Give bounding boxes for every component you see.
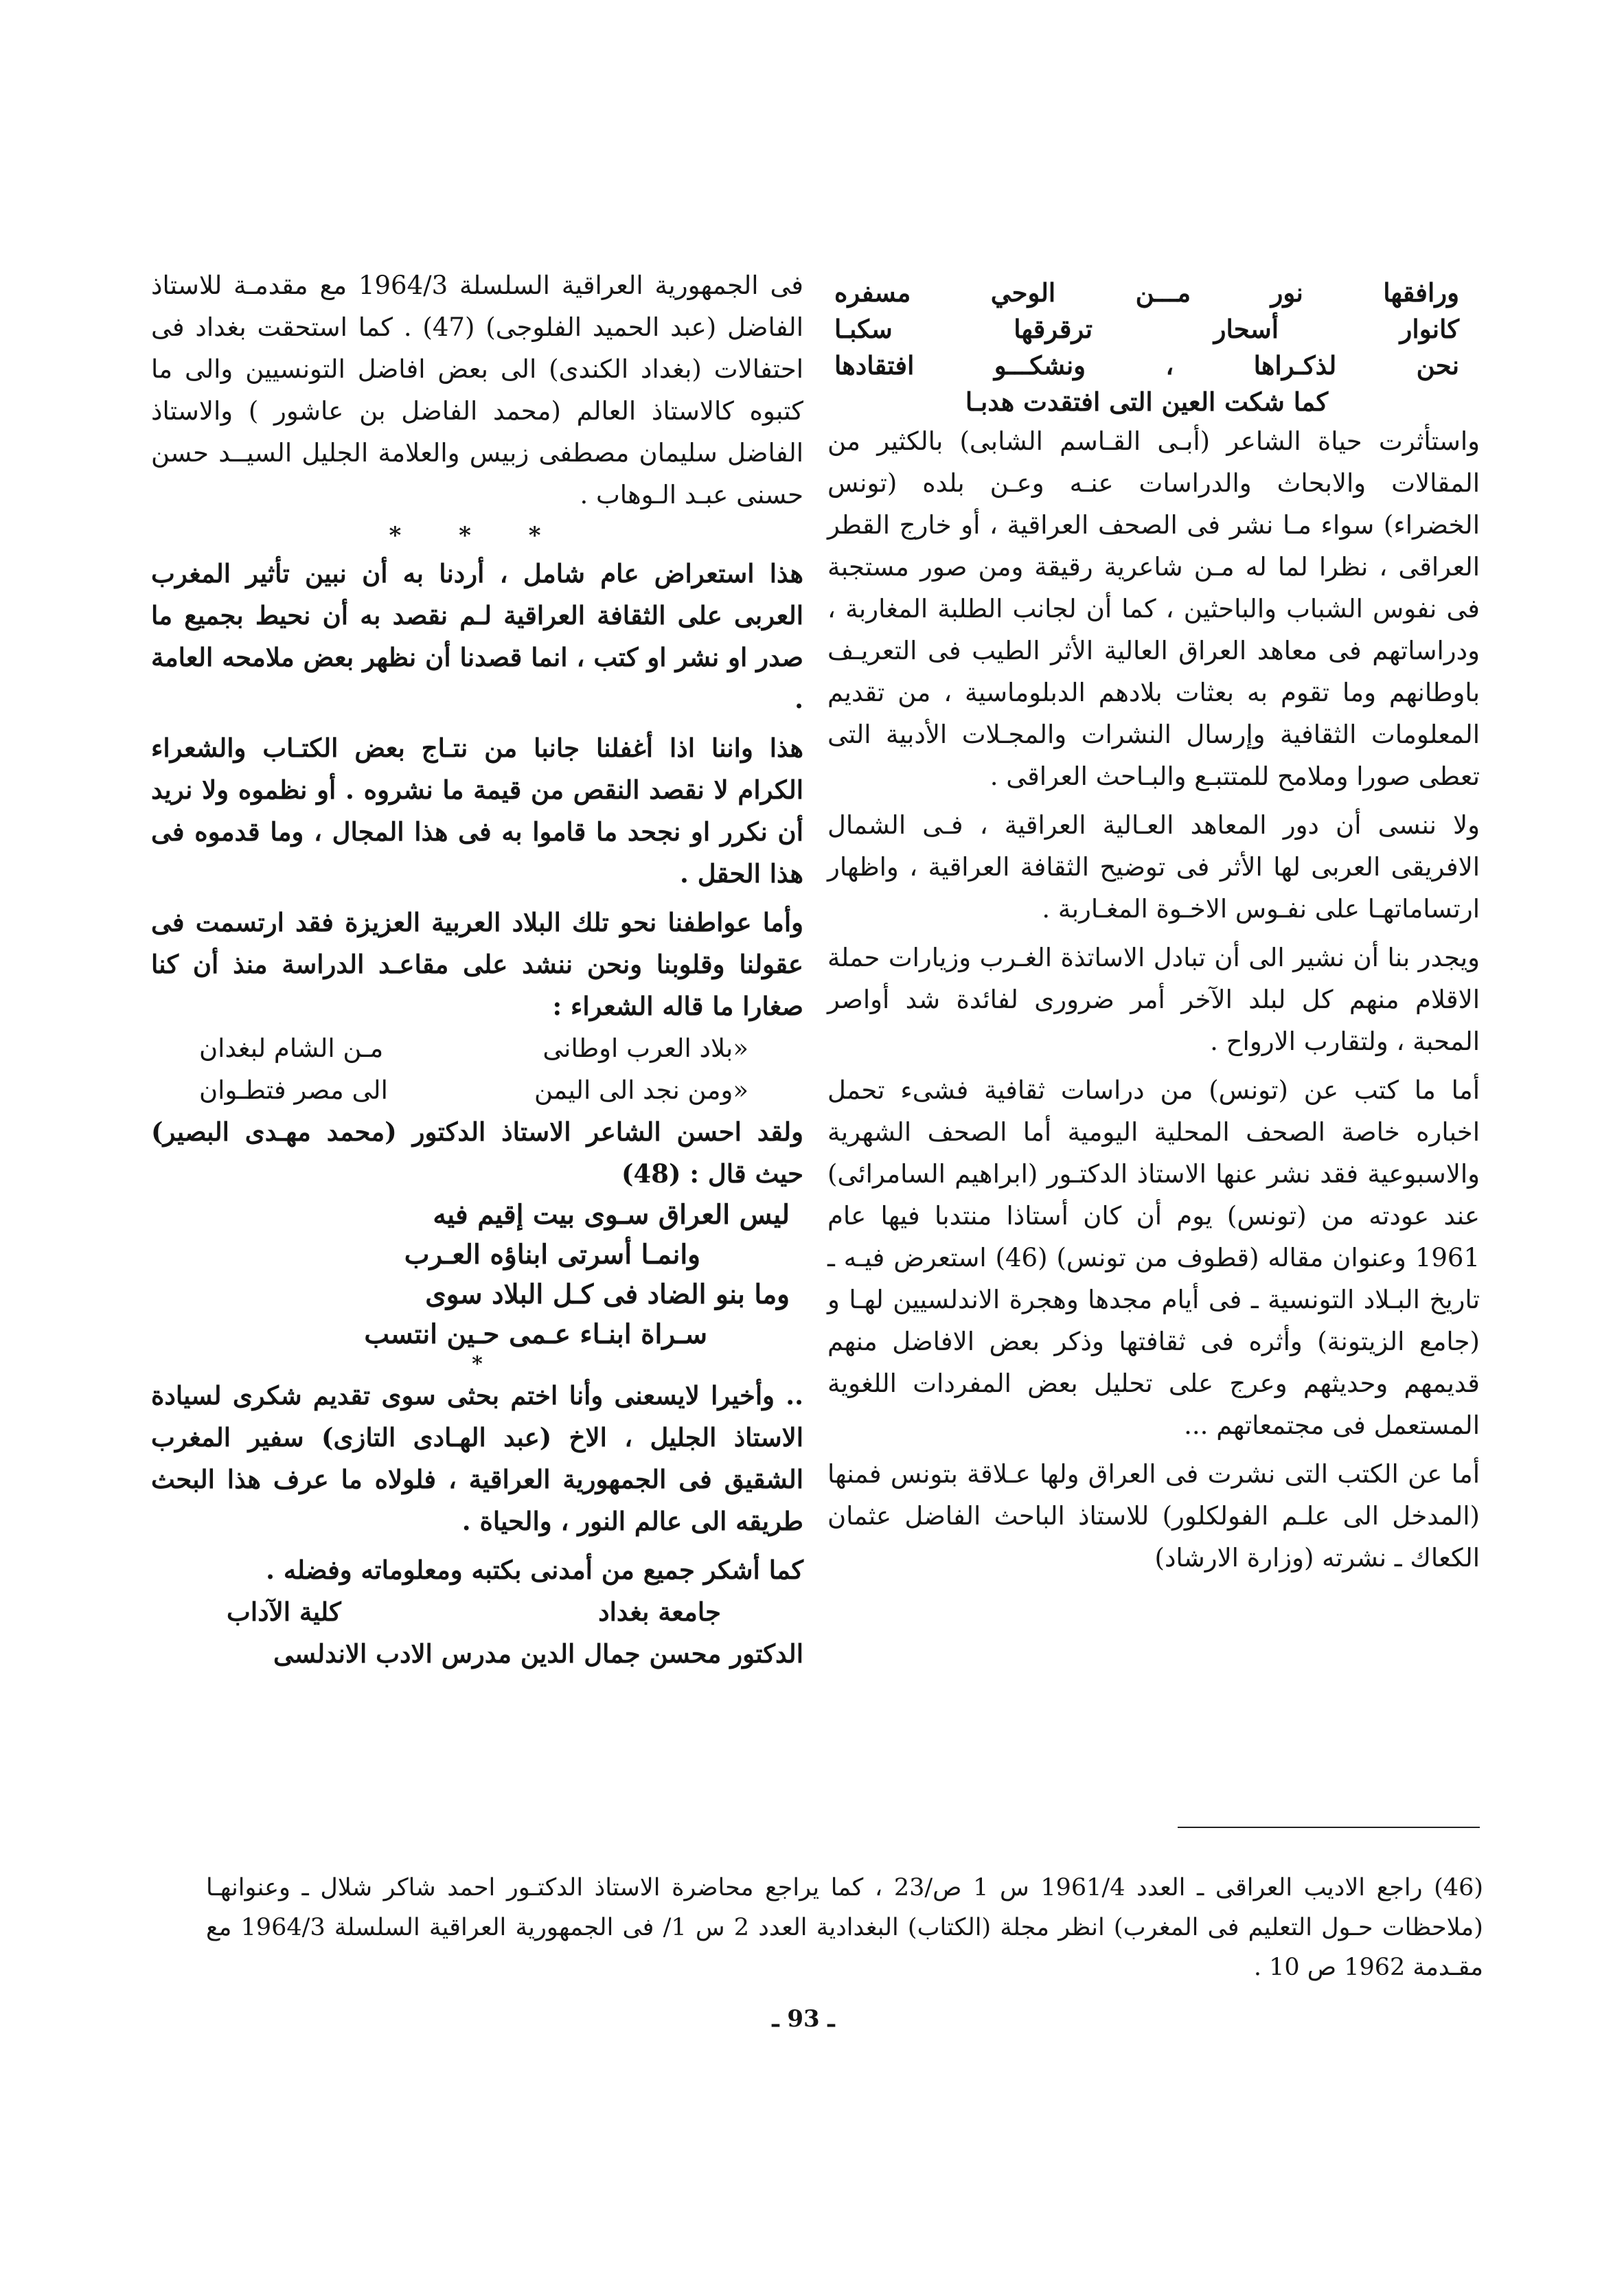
verse-hemistich: الى مصر فتطـوان: [199, 1075, 388, 1105]
quoted-poem: [151, 1195, 803, 1354]
poem-line: ليس العراق سـوى بيت إقيم فيه: [433, 1199, 790, 1231]
left-column: [151, 264, 803, 1675]
paragraph: واستأثرت حياة الشاعر (أبـى القـاسم الشابى) بالكثير من المقالات والابحاث والدراسات عنـه وعـن بلده (تونس الخضراء) سواء مـا نشر فى الصحف العراقية ، أو خارج القطر العراقى ، نظرا لما له مـن شاعرية رقيقة ومن صور مستجبة فى نفوس الشباب والباحثين ، كما أن لجانب الطلبة المغاربة ، ودراساتهم فى معاهد العراق العالية الأثر الطيب فى التعريـف باوطانهم وما تقوم به بعثات بلادهم الدبلوماسية ، من تقديم المعلومات الثقافية وإرسال النشرات والمجـلات الأدبية التى تعطى صورا وملامح للمتتبـع والبـاحث العراقى .: [827, 426, 1480, 791]
page-number: ـ 93 ـ: [772, 2005, 835, 2033]
paragraph: وأما عواطفنا نحو تلك البلاد العربية العزيزة فقد ارتسمت فى عقولنا وقلوبنا ونحن ننشد على مقاعـد الدراسة منذ أن كنا صغارا ما قاله الشعراء :: [151, 907, 803, 1021]
paragraph: أما ما كتب عن (تونس) من دراسات ثقافية فشىء تحمل اخباره خاصة الصحف المحلية اليومية أما الصحف الشهرية والاسبوعية فقد نشر عنها الاستاذ الدكتـور (ابراهيم السامرائى) عند عودته من (تونس) يوم أن كان أستاذا منتدبا فيها عام 1961 وعنوان مقاله (قطوف من تونس) (46) استعرض فيـه ـ تاريخ البـلاد التونسية ـ فى أيام مجدها وهجرة الاندلسيين لهـا و (جامع الزيتونة) وأثره فى ثقافتها وذكر بعض الافاضل منهم قديمهم وحديثهم وعرج على تحليل بعض المفردات اللغوية المستعمل فى مجتمعاتهم ...: [827, 1075, 1480, 1440]
footnote: (46) راجع الاديب العراقى ـ العدد 1961/4 س 1 ص/23 ، كما يراجع محاضرة الاستاذ الدكتـور احمد شاكر شلال ـ وعنوانهـا (ملاحظات حـول التعليم فى المغرب) انظر مجلة (الكتاب) البغدادية العدد 2 س 1/ فى الجمهورية العراقية السلسلة 1964/3 مع مقـدمة 1962 ص 10 .: [206, 1874, 1484, 1981]
signature-affiliation: [151, 1591, 803, 1633]
paragraph: كما أشكر جميع من أمدنى بكتبه ومعلوماته وفضله .: [266, 1555, 803, 1585]
signature-college: كلية الآداب: [227, 1597, 341, 1627]
footnote-divider: [1178, 1827, 1480, 1828]
opening-poem: [827, 275, 1480, 420]
paragraph: أما عن الكتب التى نشرت فى العراق ولها عـلاقة بتونس فمنها (المدخل الى علـم الفولكلور) للاستاذ الباحث الفاضل عثمان الكعاك ـ نشرته (وزارة الارشاد): [827, 1459, 1480, 1573]
paragraph: هذا واننا اذا أغفلنا جانبا من نتـاج بعض الكتـاب والشعراء الكرام لا نقصد النقص من قيمة ما نشروه . أو نظموه ولا نريد أن نكرر او نجحد ما قاموا به فى هذا المجال ، وما قدموه فى هذا الحقل .: [151, 733, 803, 889]
section-divider-star: *: [472, 1352, 483, 1376]
right-column: [827, 275, 1480, 1579]
paragraph: ولا ننسى أن دور المعاهد العـالية العراقية ، فـى الشمال الافريقى العربى لها الأثر فى توضيح الثقافة العراقية ، واظهار ارتساماتهـا على نفـوس الاخـوة المغـاربة .: [827, 810, 1480, 924]
poem-line: ورافقها نور مـــن الوحي مسفره: [834, 277, 1459, 308]
section-divider-stars: * * *: [389, 522, 566, 549]
poem-line: كانوار أسحار ترقرقها سكبـا: [834, 314, 1459, 344]
poem-line: سـراة ابنـاء عـمى حـين انتسب: [364, 1318, 707, 1350]
paragraph: .. وأخيرا لايسعنى وأنا اختم بحثى سوى تقديم شكرى لسيادة الاستاذ الجليل ، الاخ (عبد الهـادى التازى) سفير المغرب الشقيق فى الجمهورية العراقية ، فلولاه ما عرف هذا البحث طريقه الى عالم النور ، والحياة .: [151, 1380, 803, 1536]
paragraph: ولقد احسن الشاعر الاستاذ الدكتور (محمد مهـدى البصير) حيث قال : (48): [151, 1117, 803, 1189]
signature-university: جامعة بغداد: [598, 1597, 721, 1627]
verse-hemistich: «بلاد العرب اوطانى: [542, 1034, 748, 1063]
paragraph: هذا استعراض عام شامل ، أردنا به أن نبين تأثير المغرب العربى على الثقافة العراقية لـم نقصد به أن نحيط بجميع ما صدر او نشر او كتب ، انما قصدنا أن نظهر بعض ملامحه العامة .: [151, 558, 803, 714]
verse-block: [151, 1027, 803, 1111]
poem-line: كما شكت العين التى افتقدت هدبـا: [965, 387, 1329, 417]
paragraph: ويجدر بنا أن نشير الى أن تبادل الاساتذة الغـرب وزيارات حملة الاقلام منهم كل لبلد الآخر أمر ضرورى لفائدة شد أواصر المحبة ، ولتقارب الارواح .: [827, 943, 1480, 1056]
paragraph: فى الجمهورية العراقية السلسلة 1964/3 مع مقدمـة للاستاذ الفاضل (عبد الحميد الفلوجى) (47) . كما استحقت بغداد فى احتفالات (بغداد الكندى) الى بعض افاضل التونسيين والى ما كتبوه كالاستاذ العالم (محمد الفاضل بن عاشور ) والاستاذ الفاضل سليمان مصطفى زبيس والعلامة الجليل السيــد حسن حسنى عبـد الـوهاب .: [151, 271, 803, 510]
verse-row: [151, 1027, 803, 1069]
verse-row: [151, 1069, 803, 1111]
poem-line: وما بنو الضاد فى كـل البلاد سوى: [425, 1279, 790, 1310]
poem-line: نحن لذكـراها ، ونشكـــو افتقادها: [834, 350, 1459, 380]
poem-line: وانمـا أسرتى ابناؤه العـرب: [404, 1239, 700, 1270]
signature-name: الدكتور محسن جمال الدين مدرس الادب الاندلسى: [273, 1639, 803, 1669]
verse-hemistich: «ومن نجد الى اليمن: [534, 1075, 748, 1105]
verse-hemistich: مـن الشام لبغدان: [199, 1034, 384, 1063]
